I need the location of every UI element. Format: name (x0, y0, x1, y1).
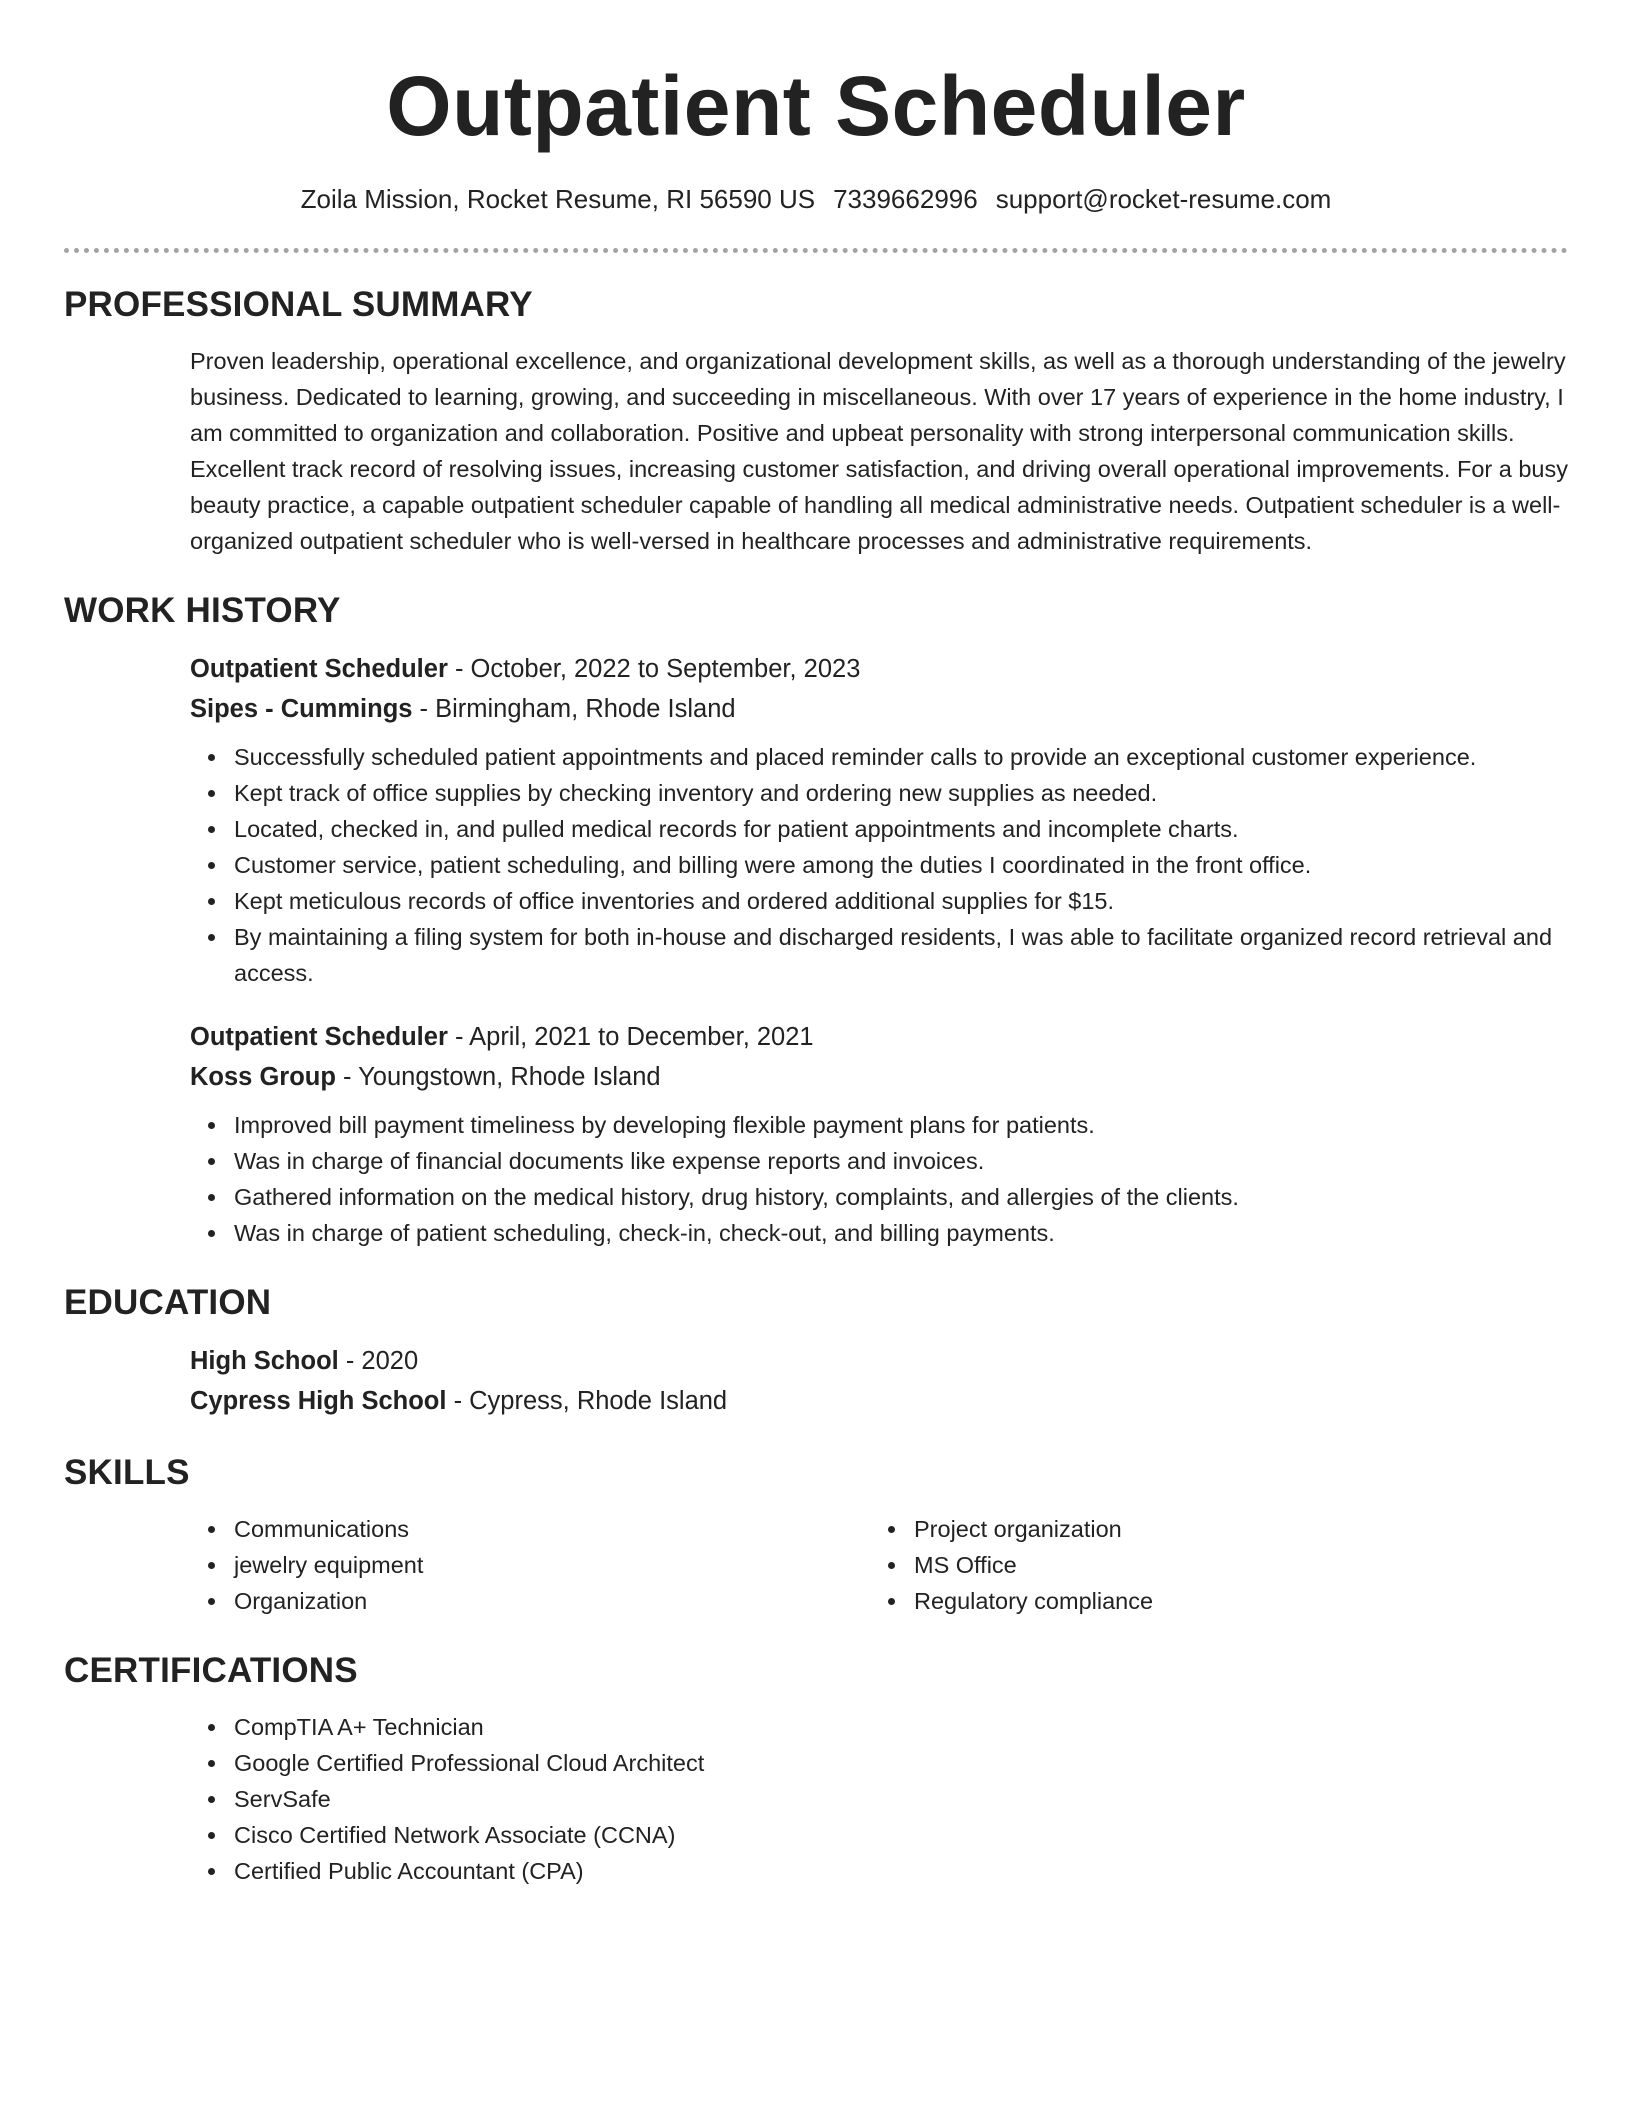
job-bullet: Was in charge of patient scheduling, check-in, check-out, and billing payments. (234, 1215, 1568, 1251)
certification-item: Certified Public Accountant (CPA) (234, 1853, 1568, 1889)
education-year: - 2020 (338, 1347, 419, 1375)
certification-item: Cisco Certified Network Associate (CCNA) (234, 1817, 1568, 1853)
job-bullet: Customer service, patient scheduling, and billing were among the duties I coordinated in the front office. (234, 847, 1568, 883)
certification-item: CompTIA A+ Technician (234, 1709, 1568, 1745)
contact-email[interactable]: support@rocket-resume.com (995, 184, 1332, 214)
job-dates: - October, 2022 to September, 2023 (447, 655, 861, 683)
skill-item: MS Office (914, 1547, 1568, 1583)
job-location: - Birmingham, Rhode Island (412, 695, 736, 723)
work-history-body (190, 649, 1568, 1251)
certifications-list (190, 1709, 1568, 1889)
skill-item: Regulatory compliance (914, 1583, 1568, 1619)
work-history-section (64, 589, 1568, 1251)
education-degree: High School (190, 1347, 339, 1375)
education-school-line (190, 1381, 1568, 1421)
job-company: Sipes - Cummings (190, 695, 413, 723)
job-bullet: Kept meticulous records of office inventories and ordered additional supplies for $15. (234, 883, 1568, 919)
contact-phone: 7339662996 (833, 184, 978, 214)
job-entry (190, 1017, 1568, 1251)
certification-item: Google Certified Professional Cloud Architect (234, 1745, 1568, 1781)
header-divider (64, 248, 1568, 253)
work-history-heading: WORK HISTORY (64, 591, 341, 630)
certifications-body (190, 1709, 1568, 1889)
contact-address: Zoila Mission, Rocket Resume, RI 56590 US (300, 184, 816, 214)
summary-heading: PROFESSIONAL SUMMARY (64, 285, 533, 324)
job-company-line (190, 689, 1568, 729)
contact-line (64, 182, 1568, 216)
job-location: - Youngstown, Rhode Island (335, 1063, 661, 1091)
summary-body (190, 343, 1568, 559)
skills-body (190, 1511, 1568, 1619)
skills-section (64, 1451, 1568, 1619)
education-location: - Cypress, Rhode Island (446, 1387, 728, 1415)
job-bullet: Gathered information on the medical history, drug history, complaints, and allergies of the clients. (234, 1179, 1568, 1215)
skills-list-right (870, 1511, 1568, 1619)
skill-item: Communications (234, 1511, 870, 1547)
job-role: Outpatient Scheduler (190, 1023, 448, 1051)
resume-title: Outpatient Scheduler (386, 59, 1246, 153)
job-company-line (190, 1057, 1568, 1097)
job-dates: - April, 2021 to December, 2021 (447, 1023, 814, 1051)
job-bullet: Successfully scheduled patient appointments and placed reminder calls to provide an exceptional customer experience. (234, 739, 1568, 775)
job-title-line (190, 1017, 1568, 1057)
job-role: Outpatient Scheduler (190, 655, 448, 683)
skill-item: Organization (234, 1583, 870, 1619)
education-body (190, 1341, 1568, 1421)
summary-section (64, 283, 1568, 559)
skill-item: Project organization (914, 1511, 1568, 1547)
education-degree-line (190, 1341, 1568, 1381)
job-bullet: Kept track of office supplies by checking inventory and ordering new supplies as needed. (234, 775, 1568, 811)
skills-heading: SKILLS (64, 1453, 190, 1492)
job-bullets (190, 1107, 1568, 1251)
job-bullet: Was in charge of financial documents like expense reports and invoices. (234, 1143, 1568, 1179)
education-school: Cypress High School (190, 1387, 447, 1415)
summary-text: Proven leadership, operational excellence, and organizational development skills, as well as a thorough understanding of the jewelry business. Dedicated to learning, growing, and succeeding in miscellaneous. With over 17 years of experience in the home industry, I am committed to organization and collaboration. Positive and upbeat personality with strong interpersonal communication skills. Excellent track record of resolving issues, increasing customer satisfaction, and driving overall operational improvements. For a busy beauty practice, a capable outpatient scheduler capable of handling all medical administrative needs. Outpatient scheduler is a well-organized outpatient scheduler who is well-versed in healthcare processes and administrative requirements. (190, 348, 1568, 554)
job-entry (190, 649, 1568, 991)
job-bullet: Improved bill payment timeliness by developing flexible payment plans for patients. (234, 1107, 1568, 1143)
education-heading: EDUCATION (64, 1283, 272, 1322)
skill-item: jewelry equipment (234, 1547, 870, 1583)
job-bullets (190, 739, 1568, 991)
education-section (64, 1281, 1568, 1421)
skills-list-left (190, 1511, 870, 1619)
job-bullet: By maintaining a filing system for both in-house and discharged residents, I was able to facilitate organized record retrieval and access. (234, 919, 1568, 991)
certifications-section (64, 1649, 1568, 1889)
certifications-heading: CERTIFICATIONS (64, 1651, 358, 1690)
certification-item: ServSafe (234, 1781, 1568, 1817)
job-bullet: Located, checked in, and pulled medical records for patient appointments and incomplete charts. (234, 811, 1568, 847)
job-company: Koss Group (190, 1063, 336, 1091)
job-title-line (190, 649, 1568, 689)
